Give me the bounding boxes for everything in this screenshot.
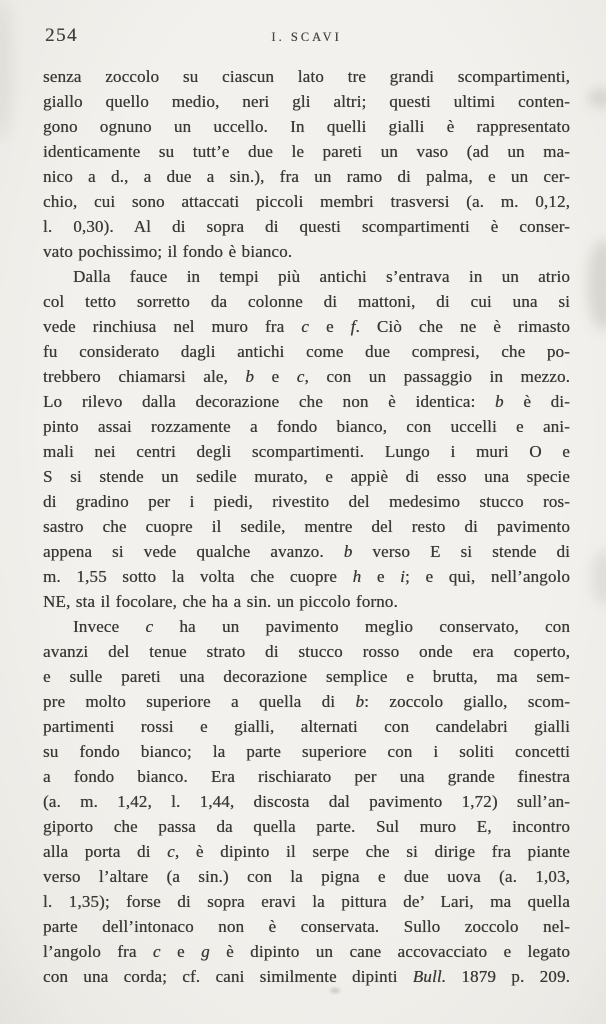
text-line [43, 464, 570, 489]
text-line [43, 89, 570, 114]
scan-artifact [588, 88, 606, 108]
paragraph [43, 264, 570, 614]
italic-text-segment: c [167, 842, 175, 861]
text-line [43, 564, 570, 589]
text-segment: NE, sta il focolare, che ha a sin. un piccolo forno. [43, 592, 398, 611]
text-segment: sastro che cuopre il sedile, mentre del resto di pavimento [43, 517, 570, 536]
text-segment: e sulle pareti una decorazione semplice e brutta, ma sem- [43, 667, 570, 686]
text-line [43, 239, 570, 264]
text-segment: e [160, 942, 202, 961]
text-segment: l. 1,35); forse di sopra eravi la pittura de’ Lari, ma quella [43, 892, 570, 911]
text-segment: e [309, 317, 351, 336]
text-line [43, 514, 570, 539]
text-segment: , è dipinto il serpe che si dirige fra piante [174, 842, 570, 861]
text-segment: (a. m. 1,42, l. 1,44, discosta dal pavimento 1,72) sull’an- [43, 792, 570, 811]
text-line [43, 714, 570, 739]
page-body [43, 64, 570, 989]
text-line [43, 914, 570, 939]
text-line [43, 939, 570, 964]
text-segment: pinto assai rozzamente a fondo bianco, con uccelli e ani- [43, 417, 570, 436]
text-line [43, 314, 570, 339]
text-segment: 1879 p. 209. [446, 967, 570, 986]
text-line [43, 614, 570, 639]
text-segment: verso E si stende di [352, 542, 570, 561]
page-number: 254 [45, 25, 78, 46]
paragraph [43, 614, 570, 989]
text-segment: chio, cui sono attaccati piccoli membri trasversi (a. m. 0,12, [43, 192, 570, 211]
text-segment: con una corda; cf. cani similmente dipinti [43, 967, 413, 986]
text-segment: Lo rilevo dalla decorazione che non è identica: [43, 392, 496, 411]
text-segment: a fondo bianco. Era rischiarato per una grande finestra [43, 767, 570, 786]
italic-text-segment: h [352, 567, 362, 586]
text-segment: ha un pavimento meglio conservato, con [153, 617, 570, 636]
text-line [43, 389, 570, 414]
text-line [43, 739, 570, 764]
italic-text-segment: b [343, 542, 353, 561]
text-line [43, 589, 570, 614]
text-segment: vato pochissimo; il fondo è bianco. [43, 242, 293, 261]
text-line [43, 689, 570, 714]
text-segment: col tetto sorretto da colonne di mattoni, di cui una si [43, 292, 570, 311]
text-segment: l. 0,30). Al di sopra di questi scompartimenti è conser- [43, 217, 570, 236]
text-line [43, 839, 570, 864]
text-line [43, 964, 570, 989]
page-header [43, 25, 570, 51]
text-segment: di gradino per i piedi, rivestito del medesimo stucco ros- [43, 492, 570, 511]
italic-text-segment: c [301, 317, 309, 336]
italic-text-segment: b [355, 692, 365, 711]
scan-artifact [588, 240, 606, 330]
text-line [43, 764, 570, 789]
text-segment: m. 1,55 sotto la volta che cuopre [43, 567, 353, 586]
text-line [43, 439, 570, 464]
text-line [43, 539, 570, 564]
text-line [43, 489, 570, 514]
text-line [43, 289, 570, 314]
text-line [43, 164, 570, 189]
text-line [43, 264, 570, 289]
text-line [43, 814, 570, 839]
italic-text-segment: i [400, 567, 405, 586]
scan-artifact [592, 550, 606, 605]
text-line [43, 189, 570, 214]
italic-text-segment: g [201, 942, 210, 961]
text-segment: nico a d., a due a sin.), fra un ramo di palma, e un cer- [43, 167, 570, 186]
text-segment: ; e qui, nell’angolo [405, 567, 570, 586]
text-segment: pre molto superiore a quella di [43, 692, 356, 711]
text-segment: è dipinto un cane accovacciato e legato [209, 942, 570, 961]
text-line [43, 214, 570, 239]
paragraph [43, 64, 570, 264]
text-segment: e [361, 567, 401, 586]
italic-text-segment: f [350, 317, 356, 336]
italic-text-segment: c [152, 942, 161, 961]
text-segment: S si stende un sedile murato, e appiè di esso una specie [43, 467, 570, 486]
text-segment: gono ognuno un uccello. In quelli gialli è rappresentato [43, 117, 570, 136]
text-segment: è di- [503, 392, 570, 411]
text-line [43, 639, 570, 664]
text-segment: senza zoccolo su ciascun lato tre grandi scompartimenti, [43, 67, 570, 86]
text-line [43, 64, 570, 89]
text-line [43, 889, 570, 914]
text-segment: Dalla fauce in tempi più antichi s’entrava in un atrio [73, 267, 570, 286]
text-segment: su fondo bianco; la parte superiore con i soliti concetti [43, 742, 570, 761]
text-line [43, 664, 570, 689]
text-segment: vede rinchiusa nel muro fra [43, 317, 302, 336]
text-segment: Invece [73, 617, 146, 636]
text-segment: partimenti rossi e gialli, alternati con candelabri gialli [43, 717, 570, 736]
text-line [43, 114, 570, 139]
text-segment: . Ciò che ne è rimasto [355, 317, 570, 336]
italic-text-segment: c [296, 367, 305, 386]
text-segment: mali nei centri degli scompartimenti. Lungo i muri O e [43, 442, 570, 461]
text-line [43, 364, 570, 389]
text-segment: giallo quello medio, neri gli altri; questi ultimi conten- [43, 92, 570, 111]
text-segment: l’angolo fra [43, 942, 153, 961]
text-line [43, 414, 570, 439]
italic-text-segment: b [495, 392, 504, 411]
italic-text-segment: c [145, 617, 154, 636]
text-segment: alla porta di [43, 842, 168, 861]
italic-text-segment: Bull. [412, 967, 447, 986]
running-title: I. SCAVI [271, 30, 342, 44]
text-segment: giporto che passa da quella parte. Sul muro E, incontro [43, 817, 570, 836]
text-line [43, 139, 570, 164]
text-segment: identicamente su tutt’e due le pareti un vaso (ad un ma- [43, 142, 570, 161]
text-segment: , con un passaggio in mezzo. [304, 367, 570, 386]
scan-artifact [0, 0, 12, 140]
text-segment: fu considerato dagli antichi come due compresi, che po- [43, 342, 570, 361]
text-segment: trebbero chiamarsi ale, [43, 367, 246, 386]
text-segment: : zoccolo giallo, scom- [364, 692, 571, 711]
text-line [43, 864, 570, 889]
text-line [43, 789, 570, 814]
text-segment: avanzi del tenue strato di stucco rosso onde era coperto, [43, 642, 570, 661]
text-line [43, 339, 570, 364]
italic-text-segment: b [245, 367, 255, 386]
text-segment: parte dell’intonaco non è conservata. Sullo zoccolo nel- [43, 917, 570, 936]
text-segment: appena si vede qualche avanzo. [43, 542, 344, 561]
text-segment: e [254, 367, 297, 386]
text-segment: verso l’altare (a sin.) con la pigna e due uova (a. 1,03, [43, 867, 570, 886]
